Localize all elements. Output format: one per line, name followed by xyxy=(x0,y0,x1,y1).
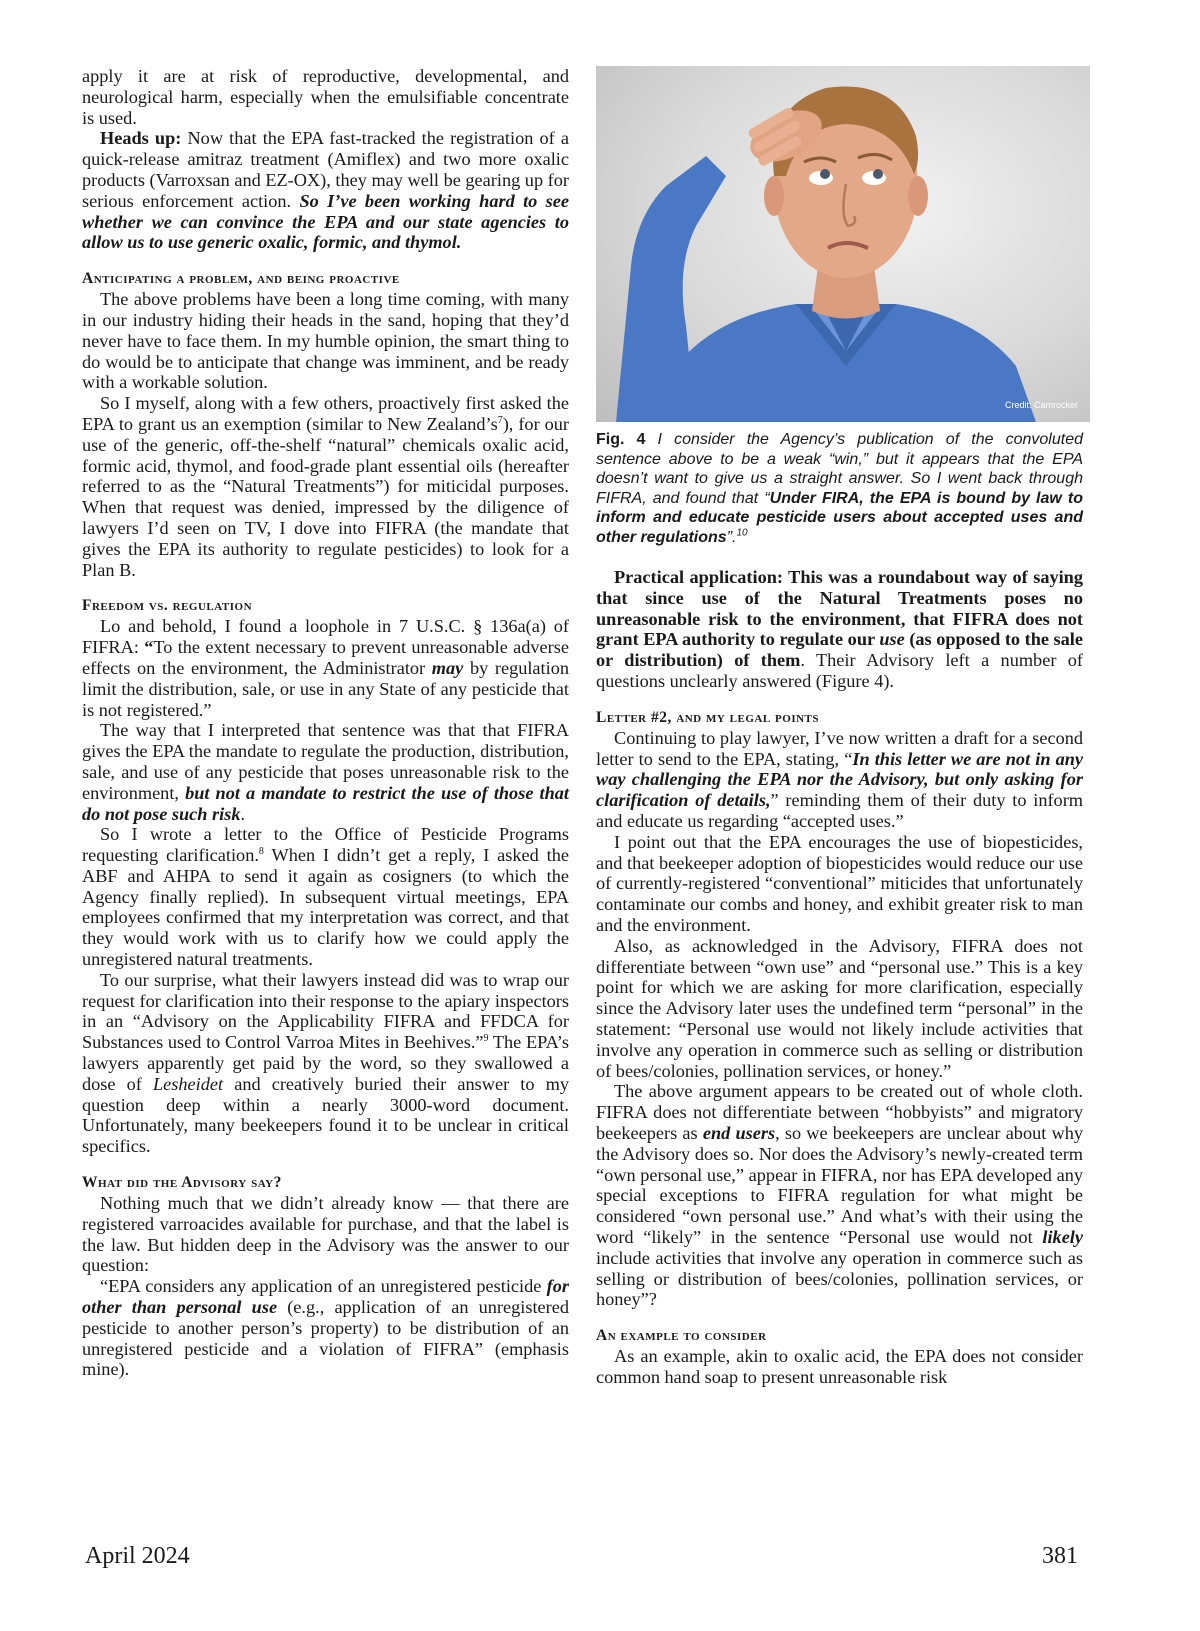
emphasis: Under FIRA, the EPA is bound by law to inform and educate pesticide users about accepted uses and other regulations xyxy=(596,489,1084,546)
footnote-ref: 9 xyxy=(483,1033,489,1045)
left-column xyxy=(82,66,569,1380)
text-run: The above argument appears to be created out of whole cloth. FIFRA does not differentiate between “hobbyists” and migratory beekeepers as xyxy=(596,1081,1083,1143)
paragraph: Also, as acknowledged in the Advisory, FIFRA does not differentiate between “own use” and “personal use.” This is a key point for which we are asking for more clarification, especially since the Advisory later uses the undefined term “personal” in the statement: “Personal use would not likely include activities that involve any operation in commerce such as selling or distribution of bees/colonies, pollination services, or honey.” xyxy=(596,935,1083,1081)
text-run: Now that the EPA fast-tracked the registration of a quick-release amitraz treatment (Amiflex) and two more oxalic products (Varroxsan and EZ-OX), they may well be gearing up for serious enforcement action. xyxy=(82,128,569,211)
footer-page-number: 381 xyxy=(1042,1543,1078,1569)
footer-issue-date: April 2024 xyxy=(85,1543,190,1569)
emphasis: for other than personal use xyxy=(82,1276,569,1318)
text-run: So I myself, along with a few others, proactively first asked the EPA to grant us an exemption (similar to New Zealand’s xyxy=(82,393,569,434)
text-run: The EPA’s lawyers apparently get paid by the word, so they swallowed a dose of xyxy=(82,1032,569,1094)
text-run: I consider the Agency’s publication of the convoluted sentence above to be a weak “win,” but it appears that the EPA doesn’t want to give us a straight answer. So I went back through FIFRA, and found that “ xyxy=(596,431,1084,507)
text-run: ”. xyxy=(726,528,737,546)
text-run: To our surprise, what their lawyers instead did was to wrap our request for clarification into their response to the apiary inspectors in an “Advisory on the Applicability FIFRA and FFDCA for Substances used to Control Varroa Mites in Beehives.” xyxy=(82,969,569,1053)
section-heading: Letter #2, and my legal points xyxy=(596,708,820,726)
paragraph xyxy=(82,128,569,253)
italic-term: Lesheidet xyxy=(153,1073,224,1094)
section-heading: Anticipating a problem, and being proactive xyxy=(82,270,400,288)
text-run: So I wrote a letter to the Office of Pesticide Programs requesting clarification. xyxy=(82,824,569,866)
paragraph xyxy=(596,567,1083,692)
emphasis: end users xyxy=(702,1122,776,1143)
section-heading: What did the Advisory say? xyxy=(82,1174,282,1192)
emphasis: likely xyxy=(1042,1226,1083,1247)
emphasis: In this letter we are not in any way challenging the EPA nor the Advisory, but only asking for clarification of details, xyxy=(596,748,1083,811)
section-heading: An example to consider xyxy=(596,1327,767,1345)
paragraph: apply it are at risk of reproductive, developmental, and neurological harm, especially when the emulsifiable concentrate is used. xyxy=(82,66,569,128)
text-run: (e.g., application of an unregistered pesticide to another person’s property) to be distribution of an unregistered pesticide and a violation of FIFRA” (emphasis mine). xyxy=(82,1297,569,1380)
text-run: . Their Advisory left a number of questions unclearly answered (Figure 4). xyxy=(596,650,1083,691)
heads-up-lead: Heads up: xyxy=(100,128,182,149)
footnote-ref: 7 xyxy=(497,414,503,426)
paragraph: The above problems have been a long time coming, with many in our industry hiding their heads in the sand, hoping that they’d never have to face them. In my humble opinion, the smart thing to do would be to anticipate that change was imminent, and be ready with a workable solution. xyxy=(82,289,569,393)
text-run: include activities that involve any operation in commerce such as selling or distribution of bees/colonies, pollination services, or honey”? xyxy=(596,1247,1083,1310)
bold-run: (as opposed to the sale or distribution) of them xyxy=(596,629,1084,671)
paragraph xyxy=(82,720,569,824)
emphasis: So I’ve been working hard to see whether we can convince the EPA and our state agencies to allow us to use generic oxalic, formic, and thymol. xyxy=(82,190,570,253)
footnote-ref: 8 xyxy=(258,846,264,857)
man-portrait-image xyxy=(596,66,1090,422)
text-run: Lo and behold, I found a loophole in 7 U.S.C. § 136a(a) of FIFRA: xyxy=(82,616,569,658)
emphasis: may xyxy=(431,657,464,678)
photo-credit: Credit: Camrocker xyxy=(1004,400,1078,411)
paragraph xyxy=(82,824,569,970)
figure-caption xyxy=(596,430,1083,547)
section-heading: Freedom vs. regulation xyxy=(82,597,253,615)
text-run: ), for our use of the generic, off-the-shelf “natural” chemicals oxalic acid, formic acid, thymol, and food-grade plant essential oils (hereafter referred to as the “Natural Treatments”) for miticidal purposes. When that request was denied, impressed by the diligence of lawyers I’d seen on TV, I dove into FIFRA (the mandate that gives the EPA its authority to regulate pesticides) to look for a Plan B. xyxy=(82,413,570,580)
bold-run: Practical application: This was a roundabout way of saying that since use of the Natural Treatments poses no unreasonable risk to the environment, that FIFRA does not grant EPA authority to regulate our xyxy=(596,567,1083,650)
paragraph: I point out that the EPA encourages the use of biopesticides, and that beekeeper adoption of biopesticides would reduce our use of currently-registered “conventional” miticides that unfortunately contaminate our combs and honey, and exhibit greater risk to man and the environment. xyxy=(596,831,1083,935)
right-column xyxy=(596,66,1083,1388)
emphasis: but not a mandate to restrict the use of those that do not pose such risk xyxy=(82,782,569,824)
text-run: ” reminding them of their duty to inform and educate us regarding “accepted uses.” xyxy=(596,790,1083,831)
paragraph: As an example, akin to oxalic acid, the EPA does not consider common hand soap to present unreasonable risk xyxy=(596,1346,1083,1387)
text-run: and creatively buried their answer to my question deep within a nearly 3000-word document. Unfortunately, many beekeepers found it to be unclear in critical specifics. xyxy=(82,1073,569,1157)
text-run: “EPA considers any application of an unregistered pesticide xyxy=(100,1276,547,1297)
paragraph xyxy=(596,1081,1083,1310)
text-run: The way that I interpreted that sentence was that that FIFRA gives the EPA the mandate to regulate the production, distribution, sale, and use of any pesticide that poses unreasonable risk to the environment, xyxy=(82,720,569,803)
text-run: When I didn’t get a reply, I asked the ABF and AHPA to send it again as cosigners (to which the Agency finally replied). In subsequent virtual meetings, EPA employees confirmed that my interpretation was correct, and that they would work with us to clarify how we could apply the unregistered natural treatments. xyxy=(82,845,569,970)
text-run: To the extent necessary to prevent unreasonable adverse effects on the environment, the Administrator xyxy=(82,637,569,678)
quote-mark: “ xyxy=(144,637,154,658)
paragraph: Nothing much that we didn’t already know — that there are registered varroacides available for purchase, and that the label is the law. But hidden deep in the Advisory was the answer to our question: xyxy=(82,1193,569,1276)
text-run: . xyxy=(240,803,246,824)
paragraph xyxy=(82,970,569,1157)
paragraph xyxy=(82,393,569,580)
figure-photo xyxy=(596,66,1090,422)
paragraph xyxy=(596,728,1083,832)
paragraph xyxy=(82,616,569,720)
text-run: by regulation limit the distribution, sale, or use in any State of any pesticide that is not registered.” xyxy=(82,657,569,720)
footnote-ref: 10 xyxy=(736,527,748,539)
text-run: , so we beekeepers are unclear about why the Advisory does so. Nor does the Advisory’s newly-created term “own personal use,” appear in FIFRA, nor has EPA developed any special exceptions to FIFRA regulation for what might be considered “own personal use.” And what’s with their using the word “likely” in the sentence “Personal use would not xyxy=(596,1122,1083,1247)
figure-label: Fig. 4 xyxy=(596,431,646,448)
text-run: Continuing to play lawyer, I’ve now written a draft for a second letter to send to the EPA, stating, “ xyxy=(596,727,1083,769)
paragraph xyxy=(82,1276,569,1380)
emphasis: use xyxy=(879,629,905,650)
